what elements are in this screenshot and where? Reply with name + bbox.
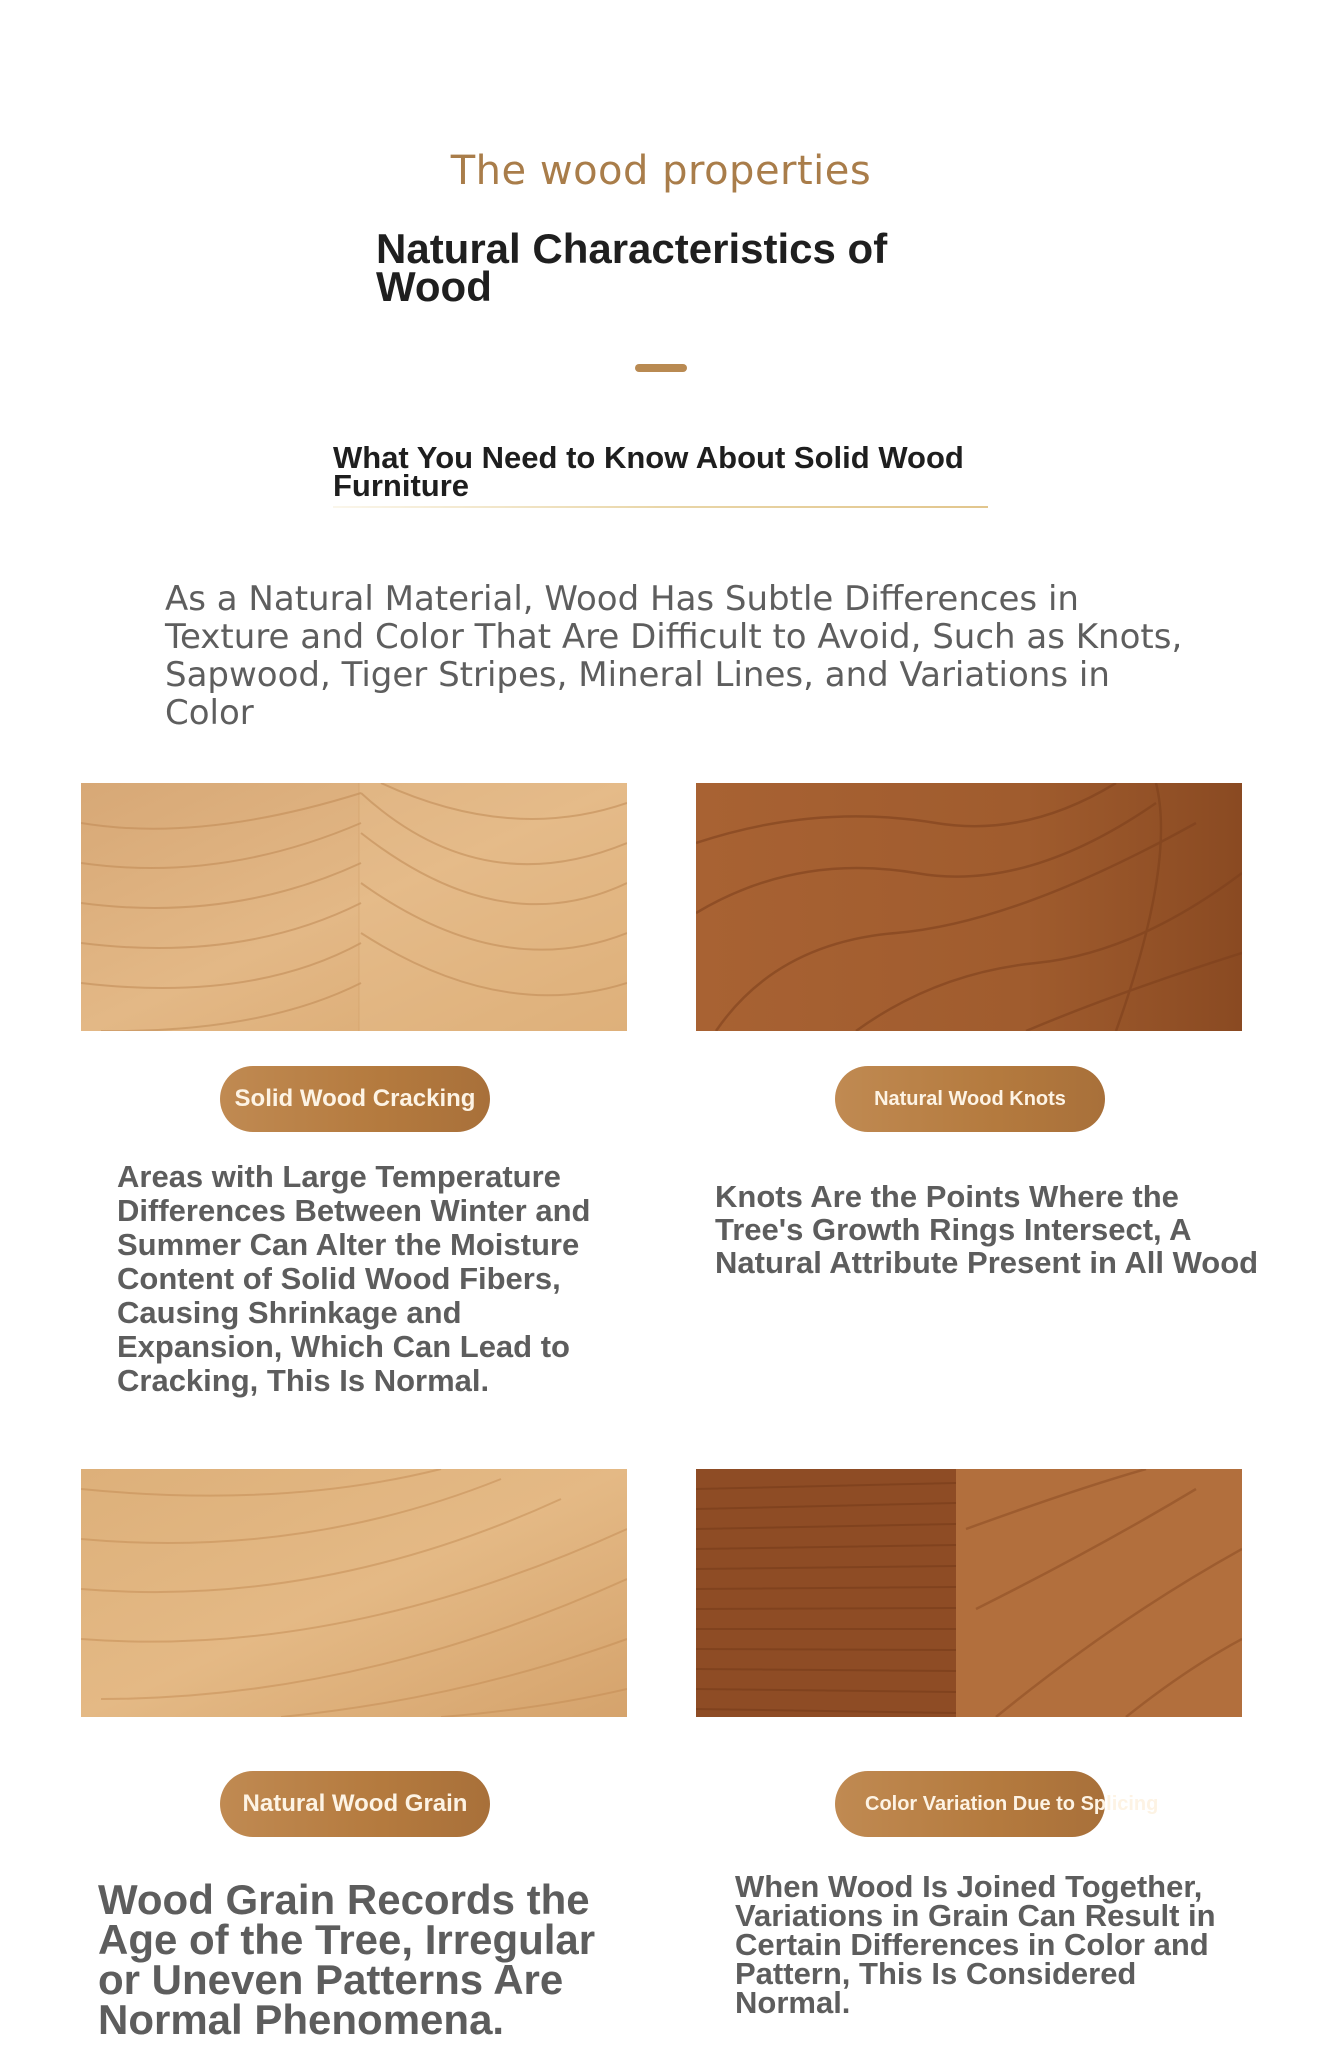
tag-natural-wood-grain: Natural Wood Grain (220, 1771, 490, 1837)
tag-solid-wood-cracking: Solid Wood Cracking (220, 1066, 490, 1132)
color-variation-image (696, 1469, 1242, 1717)
page-title: Natural Characteristics of Wood (376, 225, 888, 310)
wood-grain-image (81, 1469, 627, 1717)
wood-cracking-image (81, 783, 627, 1031)
tag-natural-wood-knots: Natural Wood Knots (835, 1066, 1105, 1132)
section-heading: What You Need to Know About Solid Wood Furniture (333, 440, 964, 503)
grain-description: Wood Grain Records the Age of the Tree, Irregular or Uneven Patterns Are Normal Phenomena. (98, 1876, 596, 2043)
knots-description: Knots Are the Points Where the Tree's Growth Rings Intersect, A Natural Attribute Present in All Wood (715, 1179, 1259, 1280)
color-variation-description: When Wood Is Joined Together, Variations in Grain Can Result in Certain Differences in Color and Pattern, This Is Considered Normal. (735, 1869, 1216, 2020)
wood-knots-image (696, 783, 1242, 1031)
section-subtitle: The wood properties (450, 148, 872, 194)
cracking-description: Areas with Large Temperature Differences Between Winter and Summer Can Alter the Moisture Content of Solid Wood Fibers, Causing Shrinkage and Expansion, Which Can Lead to Cracking, This Is Normal. (117, 1159, 591, 1398)
tag-color-variation: Color Variation Due to Splicing (835, 1771, 1105, 1837)
heading-underline (333, 506, 988, 508)
accent-divider (635, 364, 687, 372)
intro-paragraph: As a Natural Material, Wood Has Subtle Differences in Texture and Color That Are Difficult to Avoid, Such as Knots, Sapwood, Tiger Stripes, Mineral Lines, and Variations in Color (165, 579, 1183, 733)
